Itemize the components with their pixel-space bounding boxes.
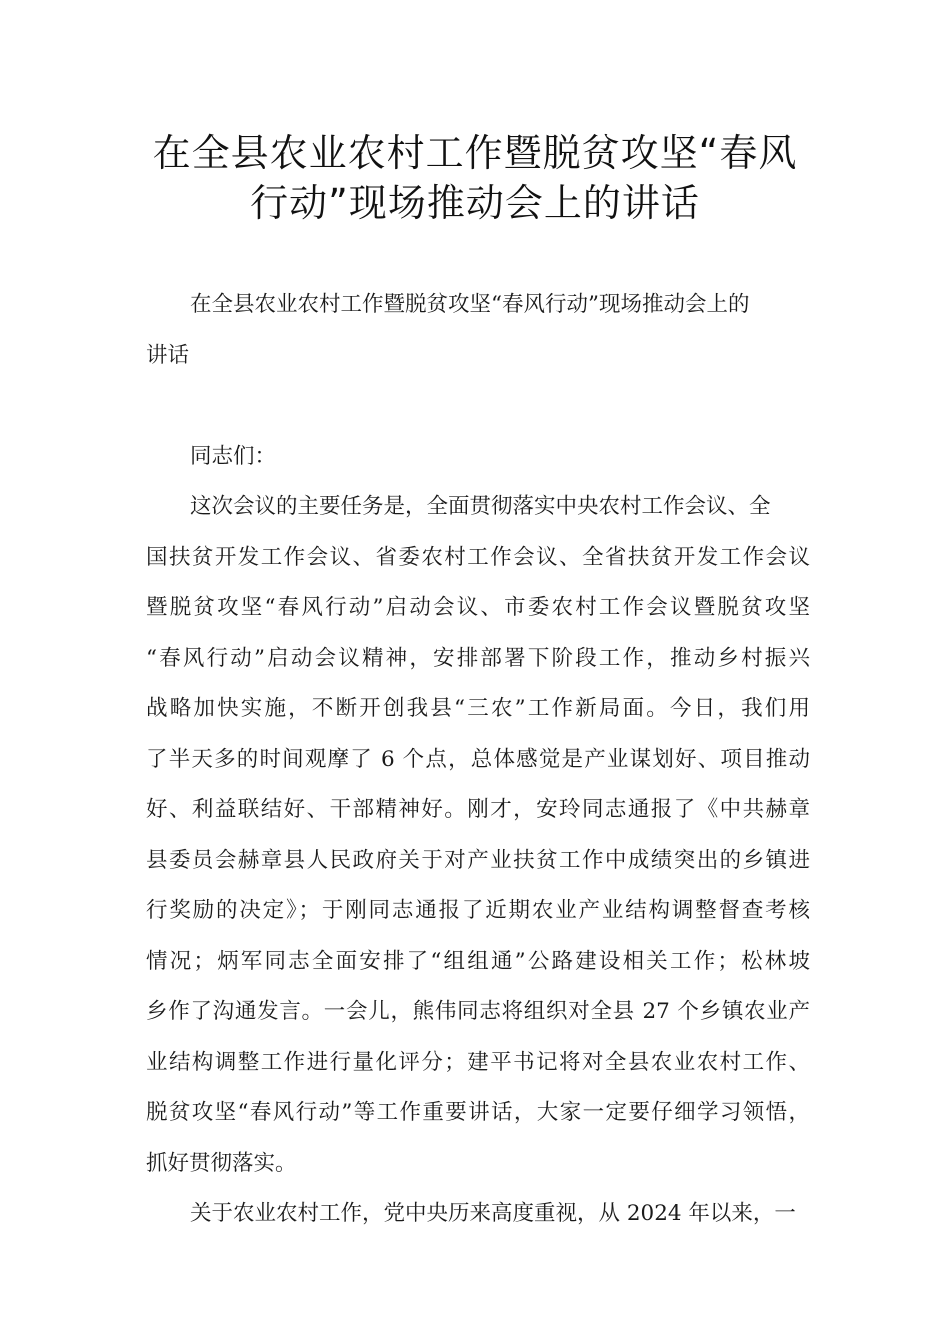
paragraph1-line-10: 情况；炳军同志全面安排了“组组通”公路建设相关工作；松林坡 xyxy=(146,948,810,974)
paragraph1-line-7: 好、利益联结好、干部精神好。刚才，安玲同志通报了《中共赫章 xyxy=(146,797,810,822)
paragraph1-line-3: 暨脱贫攻坚“春风行动”启动会议、市委农村工作会议暨脱贫攻坚 xyxy=(146,595,810,620)
paragraph1-line-13: 脱贫攻坚“春风行动”等工作重要讲话，大家一定要仔细学习领悟， xyxy=(146,1100,810,1125)
paragraph1-line-8: 县委员会赫章县人民政府关于对产业扶贫工作中成绩突出的乡镇进 xyxy=(146,847,810,873)
paragraph1-line-4: “春风行动”启动会议精神，安排部署下阶段工作，推动乡村振兴 xyxy=(146,645,810,671)
paragraph1-line-1: 这次会议的主要任务是，全面贯彻落实中央农村工作会议、全 xyxy=(190,494,771,519)
document-title xyxy=(100,128,850,228)
title-line-1: 在全县农业农村工作暨脱贫攻坚“春风 xyxy=(152,131,798,175)
paragraph1-line-5: 战略加快实施，不断开创我县“三农”工作新局面。今日，我们用 xyxy=(146,696,810,721)
title-line-2: 行动”现场推动会上的讲话 xyxy=(250,181,700,225)
paragraph1-line-2: 国扶贫开发工作会议、省委农村工作会议、全省扶贫开发工作会议 xyxy=(146,544,810,570)
paragraph1-line-14: 抓好贯彻落实。 xyxy=(146,1150,297,1176)
paragraph1-line-11: 乡作了沟通发言。一会儿，熊伟同志将组织对全县 27 个乡镇农业产 xyxy=(146,999,810,1024)
paragraph1-line-12: 业结构调整工作进行量化评分；建平书记将对全县农业农村工作、 xyxy=(146,1049,810,1075)
subtitle-line-1: 在全县农业农村工作暨脱贫攻坚“春风行动”现场推动会上的 xyxy=(190,292,750,317)
blank-line xyxy=(146,381,810,432)
salutation: 同志们： xyxy=(190,443,277,469)
subtitle-line-2: 讲话 xyxy=(146,342,190,368)
paragraph1-line-6: 了半天多的时间观摩了 6 个点，总体感觉是产业谋划好、项目推动 xyxy=(146,746,810,772)
document-body xyxy=(146,280,810,1240)
paragraph2-line-1: 关于农业农村工作，党中央历来高度重视，从 2024 年以来，一 xyxy=(190,1201,796,1226)
paragraph1-line-9: 行奖励的决定》；于刚同志通报了近期农业产业结构调整督查考核 xyxy=(146,898,810,923)
